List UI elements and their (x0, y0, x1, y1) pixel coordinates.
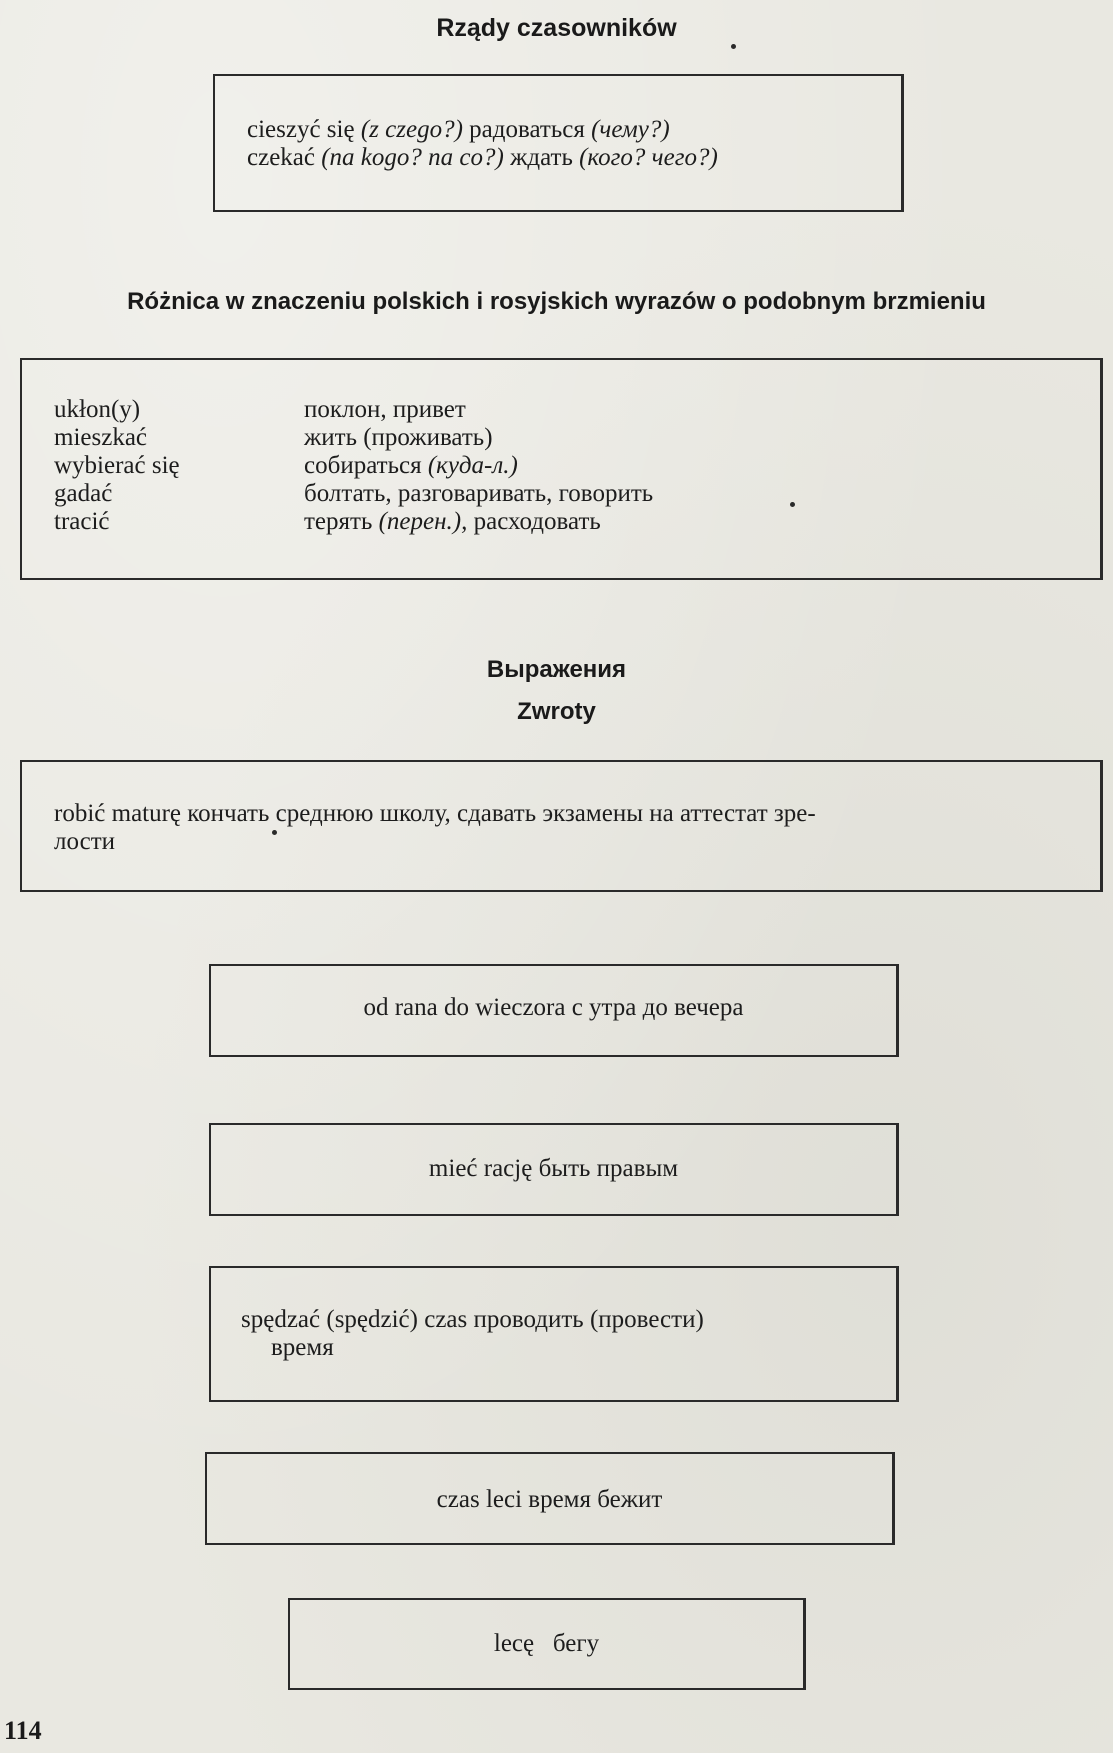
verb-pl: cieszyć się (247, 116, 355, 143)
vocab-pl: mieszkać (54, 424, 148, 451)
matura-line-1: robić maturę кончать среднюю школу, сдавать экзамены на аттестат зре- (54, 800, 816, 827)
vocab-ru (304, 508, 601, 536)
vocab-pl: wybierać się (54, 452, 180, 479)
vocab-ru-tail: расходовать (473, 508, 601, 535)
verb-pl: czekać (247, 144, 315, 171)
vocab-pl: tracić (54, 508, 110, 535)
verb-ru: радоваться (469, 116, 585, 143)
matura-box (20, 760, 1103, 892)
phrase-box (288, 1598, 806, 1690)
vocab-ru-text: болтать, разговаривать, говорить (304, 480, 654, 507)
phrase-line: lecę бегу (493, 1630, 600, 1657)
phrase-line-2: время (271, 1334, 334, 1361)
phrase-line: czas leci время бежит (436, 1486, 663, 1513)
print-speck (790, 502, 795, 507)
verb-ru-note: (чему?) (591, 116, 670, 143)
verb-ru-note: (кого? чего?) (579, 144, 718, 171)
vocab-pl: gadać (54, 480, 113, 507)
vocab-ru (304, 396, 466, 424)
vocab-ru-text: терять (304, 508, 373, 535)
verb-ru: ждать (510, 144, 573, 171)
vocab-ru (304, 424, 493, 452)
verb-pl-note: (na kogo? na co?) (321, 144, 504, 171)
verb-rule-item (247, 116, 670, 144)
vocab-ru (304, 480, 653, 508)
differences-box (20, 358, 1103, 580)
phrase-line: mieć rację быть правым (428, 1155, 679, 1182)
expressions-title-ru: Выражения (486, 656, 627, 683)
expressions-title-pl: Zwroty (517, 698, 596, 725)
vocab-ru-text: жить (проживать) (304, 424, 493, 451)
phrase-line: od rana do wieczora с утра до вечера (363, 994, 744, 1021)
verb-pl-note: (z czego?) (360, 116, 463, 143)
differences-title: Różnica w znaczeniu polskich i rosyjskich wyrazów o podobnym brzmieniu (127, 288, 986, 315)
verb-rule-item (247, 144, 718, 172)
vocab-ru (304, 452, 518, 480)
verb-rules-title: Rządy czasowników (436, 14, 677, 42)
page-number: 114 (4, 1716, 42, 1745)
vocab-ru-note: (перен.), (378, 508, 468, 535)
phrase-line-1: spędzać (spędzić) czas проводить (провести) (241, 1306, 704, 1333)
matura-line-2: лости (54, 828, 115, 855)
vocab-pl: ukłon(y) (54, 396, 141, 423)
phrase-box (209, 964, 899, 1057)
vocab-ru-text: собираться (304, 452, 422, 479)
vocab-ru-text: поклон, привет (304, 396, 466, 423)
phrase-box (209, 1266, 899, 1402)
print-speck (272, 830, 277, 835)
phrase-box (209, 1123, 899, 1216)
vocab-ru-note: (куда-л.) (427, 452, 518, 479)
verb-rules-box (213, 74, 904, 212)
phrase-box (205, 1452, 895, 1545)
print-speck (731, 44, 736, 49)
